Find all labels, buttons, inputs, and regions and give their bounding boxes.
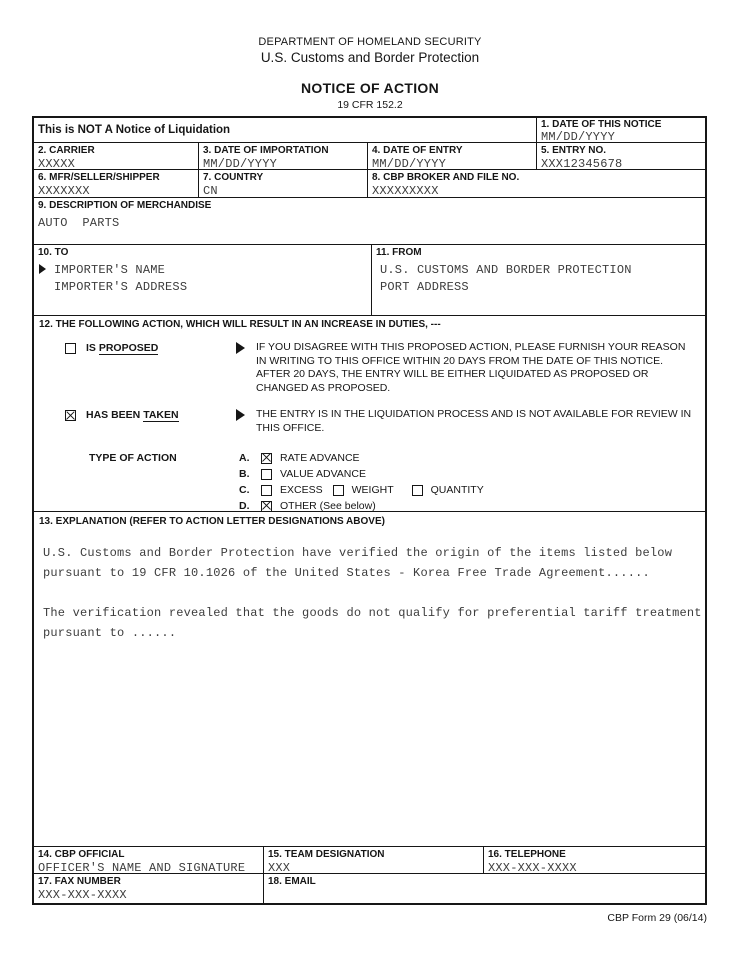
mfr-value: XXXXXXX bbox=[38, 184, 90, 197]
cbp-official-cell bbox=[34, 847, 264, 873]
other-checkbox[interactable] bbox=[261, 501, 272, 512]
email-cell bbox=[264, 874, 705, 903]
proposed-arrow-icon bbox=[236, 342, 245, 354]
to-cell bbox=[34, 245, 372, 315]
form-table bbox=[32, 116, 707, 905]
description-label: 9. DESCRIPTION OF MERCHANDISE bbox=[38, 200, 212, 211]
excess-checkbox[interactable] bbox=[261, 485, 272, 496]
value-advance-checkbox[interactable] bbox=[261, 469, 272, 480]
weight-checkbox[interactable] bbox=[333, 485, 344, 496]
pointer-arrow-icon bbox=[39, 264, 46, 274]
type-of-action-items bbox=[239, 450, 484, 514]
explanation-paragraph-1: U.S. Customs and Border Protection have verified the origin of the items listed below pursuant to 19 CFR 10.1026 of the United States - Korea Free Trade Agreement...... bbox=[43, 546, 673, 580]
date-importation-value: MM/DD/YYYY bbox=[203, 157, 278, 169]
form-title: NOTICE OF ACTION bbox=[300, 80, 440, 96]
action-a-letter: A. bbox=[239, 452, 250, 464]
fax-cell bbox=[34, 874, 264, 903]
form-id-text: CBP Form 29 (06/14) bbox=[607, 912, 707, 924]
from-agency-value: U.S. CUSTOMS AND BORDER PROTECTION bbox=[380, 263, 632, 277]
date-notice-label: 1. DATE OF THIS NOTICE bbox=[541, 119, 662, 130]
mfr-cell bbox=[34, 170, 199, 197]
is-proposed-word: PROPOSED bbox=[98, 342, 159, 354]
fax-label: 17. FAX NUMBER bbox=[38, 876, 121, 887]
section-13-label: 13. EXPLANATION (REFER TO ACTION LETTER DESIGNATIONS ABOVE) bbox=[39, 516, 385, 527]
team-designation-cell bbox=[264, 847, 484, 873]
agency-name: U.S. Customs and Border Protection bbox=[260, 50, 480, 65]
telephone-label: 16. TELEPHONE bbox=[488, 849, 566, 860]
taken-note-text: THE ENTRY IS IN THE LIQUIDATION PROCESS AND IS NOT AVAILABLE FOR REVIEW IN THIS OFFICE. bbox=[256, 408, 692, 434]
explanation-paragraph-2: The verification revealed that the goods do not qualify for preferential tariff treatment pursuant to ...... bbox=[43, 606, 702, 640]
to-label: 10. TO bbox=[38, 247, 69, 258]
action-row-b bbox=[239, 466, 484, 482]
carrier-cell bbox=[34, 143, 199, 169]
date-importation-cell bbox=[199, 143, 368, 169]
date-entry-value: MM/DD/YYYY bbox=[372, 157, 447, 169]
rate-advance-label: RATE ADVANCE bbox=[280, 452, 360, 464]
liquidation-notice-text: This is NOT A Notice of Liquidation bbox=[38, 123, 231, 136]
entry-no-cell bbox=[537, 143, 705, 169]
action-d-letter: D. bbox=[239, 500, 250, 512]
date-notice-cell bbox=[537, 118, 705, 142]
row-fields-2-5 bbox=[34, 143, 705, 170]
form-citation: 19 CFR 152.2 bbox=[337, 99, 403, 111]
action-row-a bbox=[239, 450, 484, 466]
row-fields-6-8 bbox=[34, 170, 705, 198]
row-banner-date bbox=[34, 118, 705, 143]
carrier-label: 2. CARRIER bbox=[38, 145, 95, 156]
fax-value: XXX-XXX-XXXX bbox=[38, 888, 127, 902]
date-entry-label: 4. DATE OF ENTRY bbox=[372, 145, 463, 156]
mfr-label: 6. MFR/SELLER/SHIPPER bbox=[38, 172, 160, 183]
team-designation-value: XXX bbox=[268, 861, 291, 873]
entry-no-label: 5. ENTRY NO. bbox=[541, 145, 607, 156]
has-been-taken-word: TAKEN bbox=[143, 409, 179, 421]
excess-label: EXCESS bbox=[280, 484, 323, 496]
description-value: AUTO PARTS bbox=[38, 216, 120, 230]
form-header bbox=[0, 36, 740, 111]
is-proposed-checkbox[interactable] bbox=[65, 343, 76, 354]
from-label: 11. FROM bbox=[376, 247, 422, 258]
to-name-value: IMPORTER'S NAME bbox=[54, 263, 166, 277]
section-12-label: 12. THE FOLLOWING ACTION, WHICH WILL RESULT IN AN INCREASE IN DUTIES, --- bbox=[39, 319, 441, 330]
telephone-value: XXX-XXX-XXXX bbox=[488, 861, 577, 873]
quantity-checkbox[interactable] bbox=[412, 485, 423, 496]
email-label: 18. EMAIL bbox=[268, 876, 316, 887]
taken-arrow-icon bbox=[236, 409, 245, 421]
to-address-value: IMPORTER'S ADDRESS bbox=[54, 280, 188, 294]
value-advance-label: VALUE ADVANCE bbox=[280, 468, 366, 480]
action-c-letter: C. bbox=[239, 484, 250, 496]
row-fields-14-16 bbox=[34, 847, 705, 874]
weight-label: WEIGHT bbox=[351, 484, 394, 496]
broker-label: 8. CBP BROKER AND FILE NO. bbox=[372, 172, 520, 183]
country-label: 7. COUNTRY bbox=[203, 172, 264, 183]
carrier-value: XXXXX bbox=[38, 157, 76, 169]
action-row-c bbox=[239, 482, 484, 498]
description-cell bbox=[34, 198, 705, 244]
country-value: CN bbox=[203, 184, 218, 197]
type-of-action-label: TYPE OF ACTION bbox=[89, 452, 177, 464]
is-proposed-label bbox=[86, 342, 158, 354]
from-address-value: PORT ADDRESS bbox=[380, 280, 469, 294]
department-name: DEPARTMENT OF HOMELAND SECURITY bbox=[258, 36, 482, 48]
date-notice-value: MM/DD/YYYY bbox=[541, 130, 616, 142]
broker-cell bbox=[368, 170, 705, 197]
is-proposed-prefix: IS bbox=[86, 342, 99, 354]
row-fields-17-18 bbox=[34, 874, 705, 903]
has-been-taken-label bbox=[86, 409, 179, 421]
cbp-official-value: OFFICER'S NAME AND SIGNATURE bbox=[38, 861, 246, 873]
explanation-text bbox=[43, 543, 705, 643]
row-description bbox=[34, 198, 705, 245]
cbp-official-label: 14. CBP OFFICIAL bbox=[38, 849, 125, 860]
other-label: OTHER (See below) bbox=[280, 500, 376, 512]
row-to-from bbox=[34, 245, 705, 316]
date-entry-cell bbox=[368, 143, 537, 169]
from-cell bbox=[372, 245, 705, 315]
telephone-cell bbox=[484, 847, 705, 873]
action-b-letter: B. bbox=[239, 468, 250, 480]
date-importation-label: 3. DATE OF IMPORTATION bbox=[203, 145, 329, 156]
has-been-taken-checkbox[interactable] bbox=[65, 410, 76, 421]
banner-cell bbox=[34, 118, 537, 142]
broker-value: XXXXXXXXX bbox=[372, 184, 439, 197]
team-designation-label: 15. TEAM DESIGNATION bbox=[268, 849, 385, 860]
has-been-taken-prefix: HAS BEEN bbox=[86, 409, 144, 421]
section-12 bbox=[34, 316, 705, 512]
proposed-note-text: IF YOU DISAGREE WITH THIS PROPOSED ACTION, PLEASE FURNISH YOUR REASON IN WRITING TO THIS OFFICE WITHIN 20 DAYS FROM THE DATE OF THIS NOTICE. AFTER 20 DAYS, THE ENTRY WILL BE EITHER LIQUIDATED AS PROPOSED OR CHANGED AS PROPOSED. bbox=[256, 341, 686, 394]
quantity-label: QUANTITY bbox=[430, 484, 484, 496]
country-cell bbox=[199, 170, 368, 197]
entry-no-value: XXX12345678 bbox=[541, 157, 623, 169]
section-13 bbox=[34, 512, 705, 847]
rate-advance-checkbox[interactable] bbox=[261, 453, 272, 464]
